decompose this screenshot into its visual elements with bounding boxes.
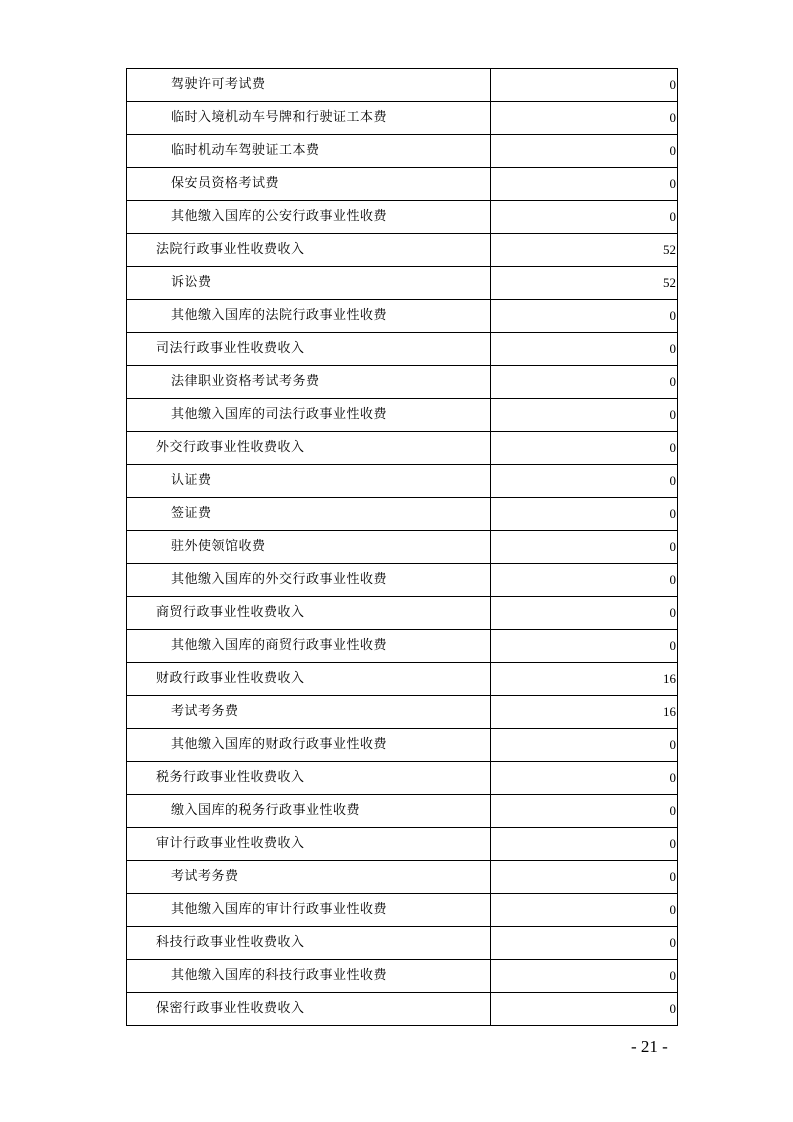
table-row: [127, 333, 678, 366]
row-amount: 0: [491, 300, 678, 333]
table-row: [127, 234, 678, 267]
row-amount: 0: [491, 399, 678, 432]
row-item-name: 外交行政事业性收费收入: [127, 432, 491, 465]
row-amount: 0: [491, 498, 678, 531]
row-amount: 0: [491, 366, 678, 399]
table-row: [127, 366, 678, 399]
row-item-name: 其他缴入国库的公安行政事业性收费: [127, 201, 491, 234]
row-item-name: 保安员资格考试费: [127, 168, 491, 201]
row-item-name: 驻外使领馆收费: [127, 531, 491, 564]
row-item-name: 其他缴入国库的科技行政事业性收费: [127, 960, 491, 993]
row-amount: 16: [491, 663, 678, 696]
row-item-name: 其他缴入国库的审计行政事业性收费: [127, 894, 491, 927]
table-row: [127, 960, 678, 993]
table-row: [127, 531, 678, 564]
table-row: [127, 597, 678, 630]
table-row: [127, 498, 678, 531]
row-item-name: 保密行政事业性收费收入: [127, 993, 491, 1026]
row-amount: 0: [491, 795, 678, 828]
table-row: [127, 630, 678, 663]
row-item-name: 其他缴入国库的财政行政事业性收费: [127, 729, 491, 762]
row-item-name: 法院行政事业性收费收入: [127, 234, 491, 267]
table-row: [127, 432, 678, 465]
table-row: [127, 696, 678, 729]
table-row: [127, 729, 678, 762]
row-item-name: 诉讼费: [127, 267, 491, 300]
table-row: [127, 861, 678, 894]
row-amount: 0: [491, 828, 678, 861]
row-amount: 16: [491, 696, 678, 729]
row-item-name: 签证费: [127, 498, 491, 531]
row-item-name: 科技行政事业性收费收入: [127, 927, 491, 960]
row-amount: 0: [491, 333, 678, 366]
row-amount: 0: [491, 102, 678, 135]
row-amount: 0: [491, 729, 678, 762]
row-item-name: 临时入境机动车号牌和行驶证工本费: [127, 102, 491, 135]
row-item-name: 审计行政事业性收费收入: [127, 828, 491, 861]
row-amount: 0: [491, 564, 678, 597]
table-row: [127, 993, 678, 1026]
row-item-name: 考试考务费: [127, 861, 491, 894]
row-item-name: 考试考务费: [127, 696, 491, 729]
row-amount: 52: [491, 234, 678, 267]
revenue-table-container: [126, 68, 678, 1026]
row-amount: 0: [491, 135, 678, 168]
row-amount: 0: [491, 597, 678, 630]
table-row: [127, 927, 678, 960]
row-amount: 0: [491, 168, 678, 201]
table-row: [127, 168, 678, 201]
table-row: [127, 135, 678, 168]
row-item-name: 驾驶许可考试费: [127, 69, 491, 102]
row-amount: 52: [491, 267, 678, 300]
table-row: [127, 465, 678, 498]
row-item-name: 其他缴入国库的外交行政事业性收费: [127, 564, 491, 597]
row-amount: 0: [491, 69, 678, 102]
table-row: [127, 663, 678, 696]
row-amount: 0: [491, 201, 678, 234]
row-amount: 0: [491, 630, 678, 663]
row-amount: 0: [491, 432, 678, 465]
row-amount: 0: [491, 960, 678, 993]
row-amount: 0: [491, 894, 678, 927]
page-number: - 21 -: [631, 1037, 668, 1056]
row-amount: 0: [491, 465, 678, 498]
row-item-name: 商贸行政事业性收费收入: [127, 597, 491, 630]
row-amount: 0: [491, 993, 678, 1026]
table-row: [127, 399, 678, 432]
row-amount: 0: [491, 531, 678, 564]
table-row: [127, 762, 678, 795]
row-amount: 0: [491, 927, 678, 960]
row-item-name: 其他缴入国库的法院行政事业性收费: [127, 300, 491, 333]
row-amount: 0: [491, 861, 678, 894]
table-row: [127, 894, 678, 927]
row-item-name: 缴入国库的税务行政事业性收费: [127, 795, 491, 828]
row-item-name: 财政行政事业性收费收入: [127, 663, 491, 696]
row-item-name: 税务行政事业性收费收入: [127, 762, 491, 795]
row-item-name: 认证费: [127, 465, 491, 498]
table-row: [127, 69, 678, 102]
row-item-name: 法律职业资格考试考务费: [127, 366, 491, 399]
table-row: [127, 300, 678, 333]
table-row: [127, 201, 678, 234]
row-item-name: 司法行政事业性收费收入: [127, 333, 491, 366]
row-item-name: 其他缴入国库的司法行政事业性收费: [127, 399, 491, 432]
revenue-table: [126, 68, 678, 1026]
row-item-name: 其他缴入国库的商贸行政事业性收费: [127, 630, 491, 663]
row-item-name: 临时机动车驾驶证工本费: [127, 135, 491, 168]
row-amount: 0: [491, 762, 678, 795]
revenue-table-body: [127, 69, 678, 1026]
table-row: [127, 267, 678, 300]
table-row: [127, 828, 678, 861]
table-row: [127, 795, 678, 828]
table-row: [127, 102, 678, 135]
table-row: [127, 564, 678, 597]
